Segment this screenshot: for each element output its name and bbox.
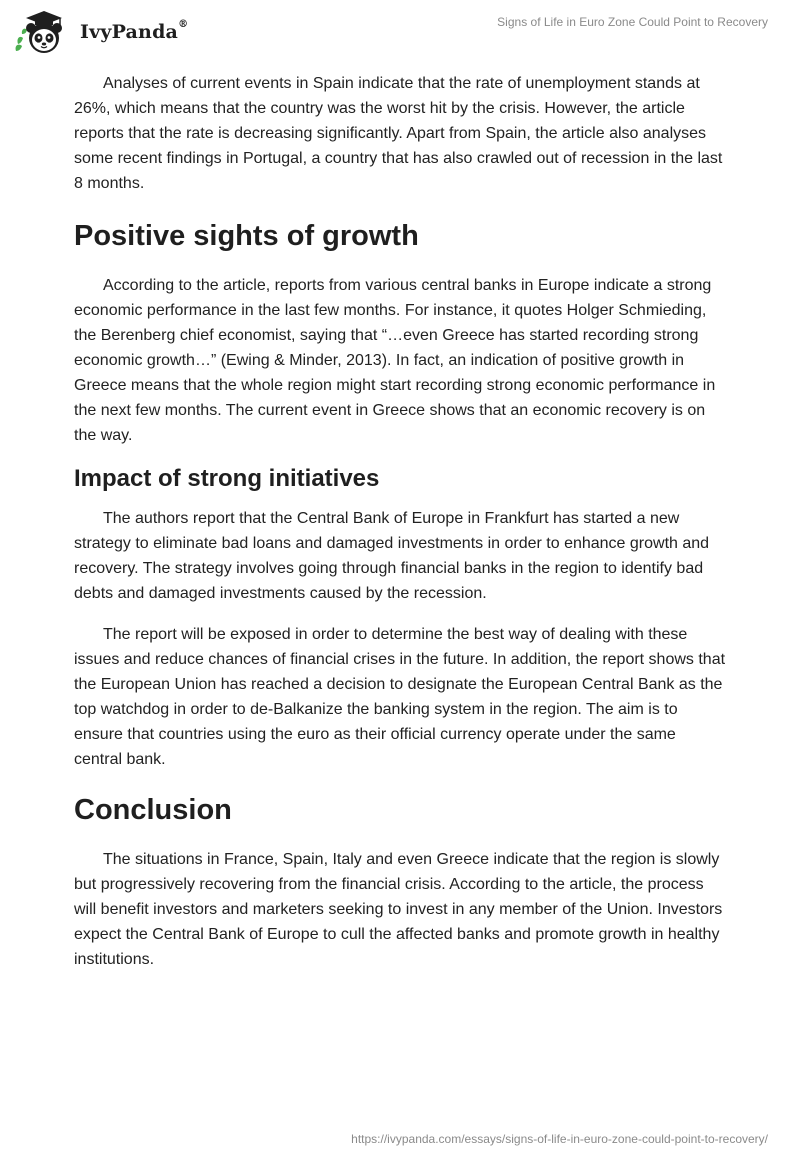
intro-paragraph: Analyses of current events in Spain indicate that the rate of unemployment stands at 26%, which means that the country was the worst hit by the crisis. However, the article reports that the rate is decreasing significantly. Apart from Spain, the article also analyses some recent findings in Portugal, a country that has also crawled out of recession in the last 8 months. (74, 75, 723, 192)
source-url-link[interactable]: https://ivypanda.com/essays/signs-of-life-in-euro-zone-could-point-to-recovery/ (351, 1132, 768, 1146)
brand-name (80, 21, 188, 43)
brand-logo[interactable] (14, 8, 188, 56)
registered-mark: ® (178, 19, 189, 30)
paragraph-initiatives-2: The report will be exposed in order to determine the best way of dealing with these issues and reduce chances of financial crises in the future. In addition, the report shows that the European Union has reached a decision to designate the European Central Bank as the top watchdog in order to de-Balkanize the banking system in the region. The aim is to ensure that countries using the euro as their official currency operate under the same central bank. (74, 626, 726, 768)
heading-conclusion: Conclusion (74, 794, 232, 826)
heading-positive-growth: Positive sights of growth (74, 220, 419, 252)
paragraph-positive-growth: According to the article, reports from various central banks in Europe indicate a strong economic performance in the last few months. For instance, it quotes Holger Schmieding, the Berenberg chief economist, saying that “…even Greece has started recording strong economic growth…” (Ewing & Minder, 2013). In fact, an indication of positive growth in Greece means that the whole region might start recording strong economic performance in the next few months. The current event in Greece shows that an economic recovery is on the way. (74, 277, 716, 444)
panda-graduation-cap-icon (14, 8, 74, 56)
heading-strong-initiatives: Impact of strong initiatives (74, 465, 380, 492)
document-title: Signs of Life in Euro Zone Could Point to Recovery (497, 15, 768, 29)
paragraph-initiatives-1: The authors report that the Central Bank of Europe in Frankfurt has started a new strategy to eliminate bad loans and damaged investments in order to enhance growth and recovery. The strategy involves going through financial banks in the region to identify bad debts and damaged investments caused by the recession. (74, 510, 710, 602)
essay-content (74, 71, 726, 972)
brand-name-text: IvyPanda (80, 21, 179, 43)
page-header (0, 0, 800, 64)
paragraph-conclusion: The situations in France, Spain, Italy and even Greece indicate that the region is slowly but progressively recovering from the financial crisis. According to the article, the process will benefit investors and marketers seeking to invest in any member of the Union. Investors expect the Central Bank of Europe to cull the affected banks and promote growth in healthy institutions. (74, 851, 723, 968)
